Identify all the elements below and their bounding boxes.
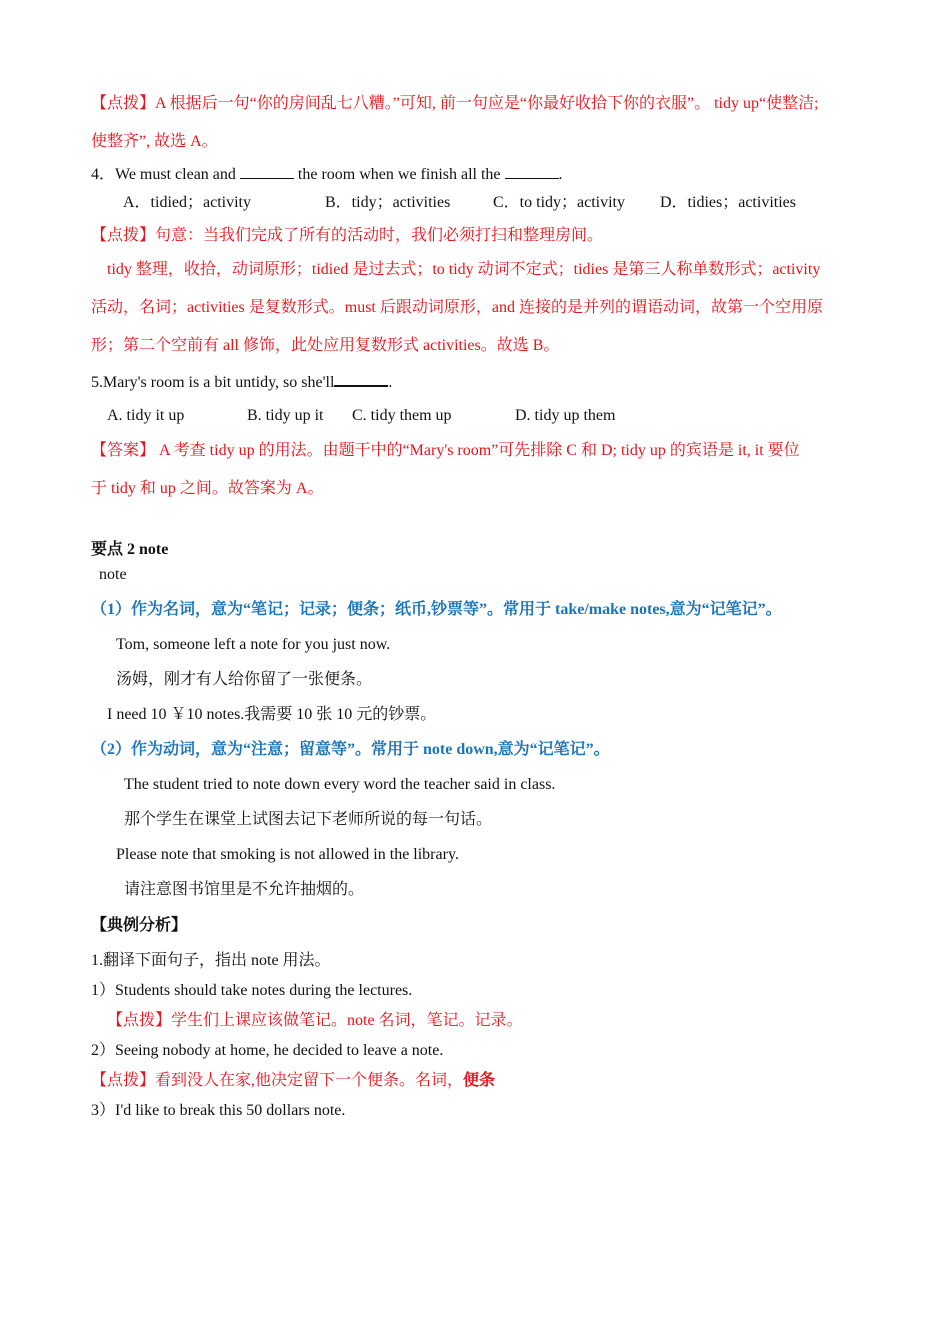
q4-hint-line2: tidy 整理，收拾，动词原形；tidied 是过去式；to tidy 动词不定式；tidies 是第三人称单数形式；activity [107,261,821,278]
point2-usage-verb: （2）作为动词，意为“注意；留意等”。常用于 note down,意为“记笔记”。 [91,741,610,758]
q4-stem-part2: the room when we finish all the [297,166,501,183]
q5-blank [334,371,388,387]
example-sentence-2-hint [91,1071,495,1091]
q3-hint-line1: 【点拨】A 根据后一句“你的房间乱七八糟。”可知, 前一句应是“你最好收拾下你的衣服”。 tidy up“使整洁; [91,95,819,112]
example-sentence-2: 2）Seeing nobody at home, he decided to leave a note. [91,1042,444,1059]
q5-answer-line1: 【答案】 A 考查 tidy up 的用法。由题干中的“Mary's room”可先排除 C 和 D; tidy up 的宾语是 it, it 要位 [91,442,800,459]
q4-hint-line1: 【点拨】句意：当我们完成了所有的活动时，我们必须打扫和整理房间。 [91,227,604,244]
examples-intro: 1.翻译下面句子，指出 note 用法。 [91,952,331,969]
q4-option-a: A．tidied；activity [123,194,251,211]
point2-example2: I need 10 ￥10 notes.我需要 10 张 10 元的钞票。 [107,706,437,723]
point2-example1-zh: 汤姆，刚才有人给你留了一张便条。 [116,671,373,688]
q4-stem [91,164,563,185]
example-sentence-2-hint-bold: 便条 [463,1072,496,1089]
q4-option-c: C．to tidy；activity [493,194,625,211]
example-sentence-3: 3）I'd like to break this 50 dollars note. [91,1102,346,1119]
q5-option-a: A. tidy it up [107,407,185,424]
point2-word: note [99,566,127,583]
q5-stem [91,371,392,393]
q4-blank-2 [505,164,559,179]
q5-stem-text: 5.Mary's room is a bit untidy, so she'll [91,374,335,391]
q3-hint-line2: 使整齐”, 故选 A。 [91,133,218,150]
example-sentence-1-hint: 【点拨】学生们上课应该做笔记。note 名词，笔记。记录。 [107,1012,523,1029]
q5-answer-line2: 于 tidy 和 up 之间。故答案为 A。 [91,480,324,497]
q5-option-c: C. tidy them up [352,407,452,424]
point2-heading: 要点 2 note [91,541,169,558]
q4-stem-part3: . [558,166,563,183]
point2-example4-zh: 请注意图书馆里是不允许抽烟的。 [124,881,365,898]
q5-stem-end: . [388,374,393,391]
point2-example4-en: Please note that smoking is not allowed in the library. [116,846,459,863]
q4-option-b: B．tidy；activities [325,194,451,211]
q5-option-b: B. tidy up it [247,407,324,424]
examples-heading: 【典例分析】 [91,917,188,934]
q4-blank-1 [240,164,294,179]
q4-hint-line4: 形；第二个空前有 all 修饰，此处应用复数形式 activities。故选 B。 [91,337,560,354]
example-sentence-2-hint-text: 【点拨】看到没人在家,他决定留下一个便条。名词， [91,1072,464,1089]
q5-option-d: D. tidy up them [515,407,616,424]
point2-example3-zh: 那个学生在课堂上试图去记下老师所说的每一句话。 [124,811,493,828]
point2-example3-en: The student tried to note down every word the teacher said in class. [124,776,556,793]
point2-example1-en: Tom, someone left a note for you just now. [116,636,391,653]
q4-stem-part1: 4．We must clean and [91,166,236,183]
q4-option-d: D．tidies；activities [660,194,796,211]
example-sentence-1: 1）Students should take notes during the lectures. [91,982,413,999]
q4-hint-line3: 活动，名词；activities 是复数形式。must 后跟动词原形，and 连接的是并列的谓语动词，故第一个空用原 [91,299,823,316]
point2-usage-noun: （1）作为名词，意为“笔记；记录；便条；纸币,钞票等”。常用于 take/make notes,意为“记笔记”。 [91,601,782,618]
